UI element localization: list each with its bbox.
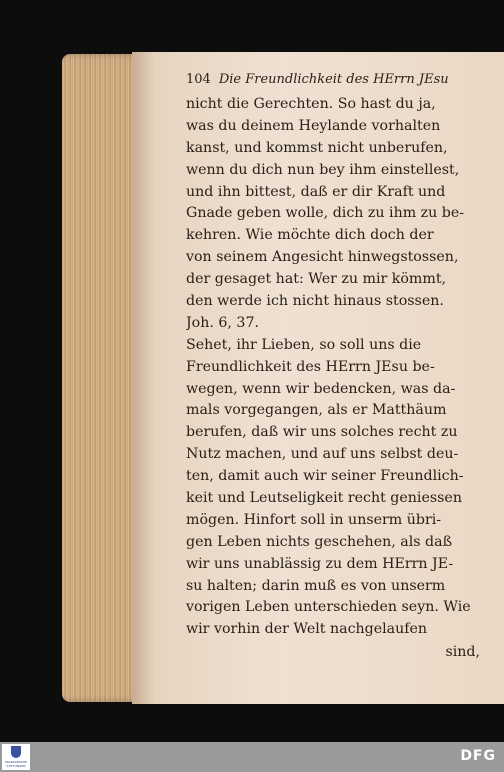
- text-line: wenn du dich nun bey ihm einstellest,: [186, 161, 460, 178]
- text-line: Freundlichkeit des HErrn JEsu be-: [186, 358, 435, 375]
- text-line: ten, damit auch wir seiner Freundlich-: [186, 468, 464, 485]
- text-line: von seinem Angesicht hinwegstossen,: [186, 249, 459, 266]
- text-line: su halten; darin muß es von unserm: [186, 577, 446, 594]
- text-line: mögen. Hinfort soll in unserm übri-: [186, 511, 442, 528]
- text-line: Nutz machen, und auf uns selbst deu-: [186, 446, 459, 463]
- body-text: [186, 94, 486, 641]
- page-header: [186, 72, 486, 94]
- page-number: 104: [186, 72, 211, 87]
- text-line: wir vorhin der Welt nachgelaufen: [186, 621, 428, 638]
- crest-icon: [11, 746, 21, 758]
- text-line: mals vorgegangen, als er Matthäum: [186, 402, 447, 419]
- text-line: was du deinem Heylande vorhalten: [186, 117, 441, 134]
- text-line: wegen, wenn wir bedencken, was da-: [186, 380, 456, 397]
- text-line: den werde ich nicht hinaus stossen.: [186, 293, 444, 310]
- text-line: gen Leben nichts geschehen, als daß: [186, 533, 453, 550]
- text-line: Gnade geben wolle, dich zu ihm zu be-: [186, 205, 465, 222]
- text-line: wir uns unablässig zu dem HErrn JE-: [186, 555, 454, 572]
- text-line: nicht die Gerechten. So hast du ja,: [186, 96, 436, 112]
- text-line: kanst, und kommst nicht unberufen,: [186, 139, 448, 156]
- running-head: Die Freundlichkeit des HErrn JEsu: [218, 72, 449, 87]
- text-line: Joh. 6, 37.: [186, 314, 259, 331]
- catchword: sind,: [445, 644, 480, 661]
- text-line: Sehet, ihr Lieben, so soll uns die: [186, 336, 422, 353]
- viewer-footer-bar: [0, 742, 504, 772]
- dfg-logo[interactable]: DFG: [460, 748, 496, 764]
- text-line: kehren. Wie möchte dich doch der: [186, 227, 434, 244]
- library-logo[interactable]: [2, 744, 30, 770]
- text-line: vorigen Leben unterschieden seyn. Wie: [186, 599, 471, 616]
- text-line: und ihn bittest, daß er dir Kraft und: [186, 183, 446, 200]
- text-line: berufen, daß wir uns solches recht zu: [186, 424, 458, 441]
- text-line: der gesaget hat: Wer zu mir kömmt,: [186, 271, 447, 288]
- text-line: keit und Leutseligkeit recht geniessen: [186, 490, 462, 507]
- page-text-block: [186, 72, 486, 663]
- library-logo-text: FRANCKESCHE STIFTUNGEN: [4, 760, 28, 768]
